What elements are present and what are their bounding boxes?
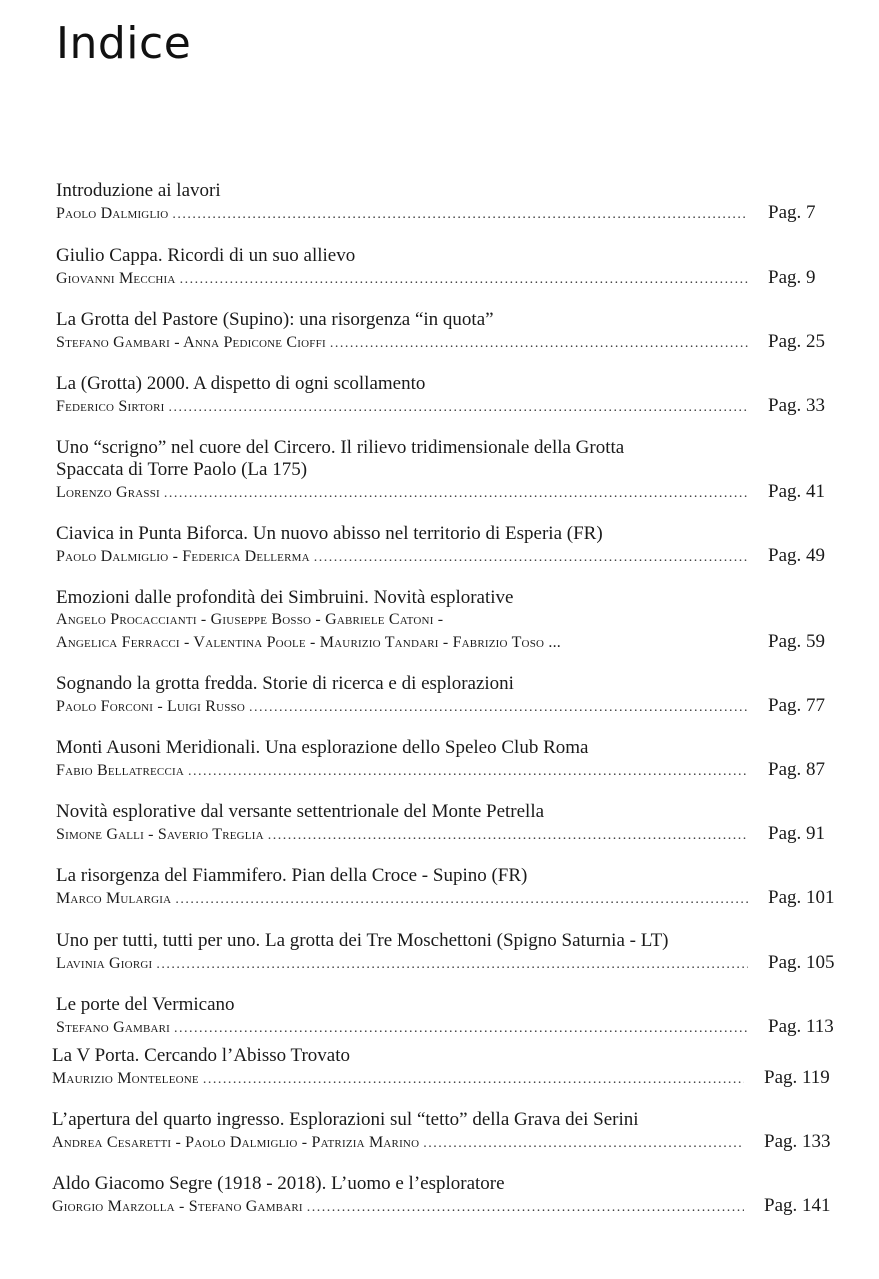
entry-authors: Giorgio Marzolla - Stefano Gambari bbox=[52, 1198, 303, 1215]
page-title: Indice bbox=[56, 18, 192, 69]
toc-entry[interactable] bbox=[56, 994, 846, 1038]
page-number: Pag. 33 bbox=[768, 395, 825, 416]
page-number: Pag. 7 bbox=[768, 202, 816, 223]
page-number: Pag. 25 bbox=[768, 331, 825, 352]
entry-author-row bbox=[56, 545, 846, 567]
entry-title: Novità esplorative dal versante settentrionale del Monte Petrella bbox=[56, 801, 545, 822]
entry-title: Aldo Giacomo Segre (1918 - 2018). L’uomo e l’esploratore bbox=[52, 1173, 505, 1194]
toc-entry[interactable] bbox=[56, 373, 846, 417]
entry-authors: Giovanni Mecchia bbox=[56, 270, 176, 287]
entry-author-row bbox=[56, 631, 846, 653]
entry-authors: Federico Sirtori bbox=[56, 398, 165, 415]
toc-entry[interactable] bbox=[56, 865, 846, 909]
entry-author-row bbox=[56, 202, 846, 224]
toc-entry[interactable] bbox=[56, 437, 846, 503]
entry-title: Le porte del Vermicano bbox=[56, 994, 235, 1015]
entry-authors: Lorenzo Grassi bbox=[56, 484, 160, 501]
toc-entry[interactable] bbox=[52, 1109, 842, 1153]
entry-author-row bbox=[56, 331, 846, 353]
dot-leader bbox=[268, 825, 748, 847]
page-number: Pag. 41 bbox=[768, 481, 825, 502]
entry-authors: Angelo Procaccianti - Giuseppe Bosso - Gabriele Catoni - bbox=[56, 611, 444, 628]
entry-author-row bbox=[56, 609, 846, 631]
entry-authors: Paolo Dalmiglio bbox=[56, 205, 169, 222]
entry-authors: Lavinia Giorgi bbox=[56, 955, 153, 972]
dot-leader bbox=[172, 204, 748, 226]
entry-title: L’apertura del quarto ingresso. Esplorazioni sul “tetto” della Grava dei Serini bbox=[52, 1109, 639, 1130]
entry-title: Sognando la grotta fredda. Storie di ricerca e di esplorazioni bbox=[56, 673, 514, 694]
entry-author-row bbox=[56, 887, 846, 909]
toc-entry[interactable] bbox=[56, 930, 846, 974]
toc-entry[interactable] bbox=[56, 673, 846, 717]
page-number: Pag. 101 bbox=[768, 887, 835, 908]
entry-title: La risorgenza del Fiammifero. Pian della Croce - Supino (FR) bbox=[56, 865, 528, 886]
page-number: Pag. 91 bbox=[768, 823, 825, 844]
entry-authors: Maurizio Monteleone bbox=[52, 1070, 199, 1087]
toc-entry[interactable] bbox=[56, 587, 846, 653]
dot-leader bbox=[188, 761, 748, 783]
entry-authors: Andrea Cesaretti - Paolo Dalmiglio - Patrizia Marino bbox=[52, 1134, 420, 1151]
entry-author-row bbox=[56, 1016, 846, 1038]
page-number: Pag. 59 bbox=[768, 631, 825, 652]
entry-author-row bbox=[56, 759, 846, 781]
dot-leader bbox=[249, 697, 748, 719]
entry-title: Giulio Cappa. Ricordi di un suo allievo bbox=[56, 245, 356, 266]
entry-author-row bbox=[56, 695, 846, 717]
entry-author-row bbox=[56, 395, 846, 417]
entry-author-row bbox=[52, 1195, 842, 1217]
entry-title: La Grotta del Pastore (Supino): una risorgenza “in quota” bbox=[56, 309, 494, 330]
page-number: Pag. 119 bbox=[764, 1067, 830, 1088]
entry-author-row bbox=[56, 823, 846, 845]
entry-title: La V Porta. Cercando l’Abisso Trovato bbox=[52, 1045, 351, 1066]
entry-title: Introduzione ai lavori bbox=[56, 180, 221, 201]
toc-entry[interactable] bbox=[56, 309, 846, 353]
entry-authors: Paolo Dalmiglio - Federica Dellerma bbox=[56, 548, 310, 565]
entry-author-row bbox=[56, 952, 846, 974]
toc-entry[interactable] bbox=[56, 523, 846, 567]
page-number: Pag. 133 bbox=[764, 1131, 831, 1152]
entry-title: Spaccata di Torre Paolo (La 175) bbox=[56, 459, 308, 480]
dot-leader bbox=[175, 889, 748, 911]
entry-author-row bbox=[56, 267, 846, 289]
dot-leader bbox=[180, 269, 748, 291]
entry-author-row bbox=[56, 481, 846, 503]
entry-author-row bbox=[52, 1067, 842, 1089]
toc-entry[interactable] bbox=[52, 1173, 842, 1217]
entry-title: Uno “scrigno” nel cuore del Circero. Il rilievo tridimensionale della Grotta bbox=[56, 437, 625, 458]
dot-leader bbox=[174, 1018, 748, 1040]
toc-entry[interactable] bbox=[52, 1045, 842, 1089]
entry-authors: Marco Mulargia bbox=[56, 890, 172, 907]
page-number: Pag. 49 bbox=[768, 545, 825, 566]
dot-leader bbox=[203, 1069, 744, 1091]
entry-title: La (Grotta) 2000. A dispetto di ogni scollamento bbox=[56, 373, 426, 394]
page-number: Pag. 141 bbox=[764, 1195, 831, 1216]
entry-title: Emozioni dalle profondità dei Simbruini. Novità esplorative bbox=[56, 587, 514, 608]
entry-authors: Paolo Forconi - Luigi Russo bbox=[56, 698, 246, 715]
dot-leader bbox=[330, 333, 748, 355]
entry-title: Monti Ausoni Meridionali. Una esplorazione dello Speleo Club Roma bbox=[56, 737, 589, 758]
dot-leader bbox=[314, 547, 748, 569]
toc-entry[interactable] bbox=[56, 245, 846, 289]
entry-author-row bbox=[52, 1131, 842, 1153]
entry-authors: Fabio Bellatreccia bbox=[56, 762, 184, 779]
page-number: Pag. 77 bbox=[768, 695, 825, 716]
entry-authors: Simone Galli - Saverio Treglia bbox=[56, 826, 264, 843]
toc-entry[interactable] bbox=[56, 737, 846, 781]
entry-title: Uno per tutti, tutti per uno. La grotta dei Tre Moschettoni (Spigno Saturnia - LT) bbox=[56, 930, 669, 951]
entry-authors: Stefano Gambari bbox=[56, 1019, 171, 1036]
entry-authors: Angelica Ferracci - Valentina Poole - Maurizio Tandari - Fabrizio Toso ... bbox=[56, 634, 561, 651]
toc-entry[interactable] bbox=[56, 801, 846, 845]
page-number: Pag. 87 bbox=[768, 759, 825, 780]
dot-leader bbox=[423, 1133, 744, 1155]
dot-leader bbox=[156, 954, 748, 976]
page-number: Pag. 9 bbox=[768, 267, 816, 288]
entry-title: Ciavica in Punta Biforca. Un nuovo abisso nel territorio di Esperia (FR) bbox=[56, 523, 603, 544]
entry-authors: Stefano Gambari - Anna Pedicone Cioffi bbox=[56, 334, 326, 351]
toc-entry[interactable] bbox=[56, 180, 846, 224]
dot-leader bbox=[307, 1197, 744, 1219]
dot-leader bbox=[164, 483, 748, 505]
page-number: Pag. 113 bbox=[768, 1016, 834, 1037]
page-number: Pag. 105 bbox=[768, 952, 835, 973]
dot-leader bbox=[168, 397, 748, 419]
